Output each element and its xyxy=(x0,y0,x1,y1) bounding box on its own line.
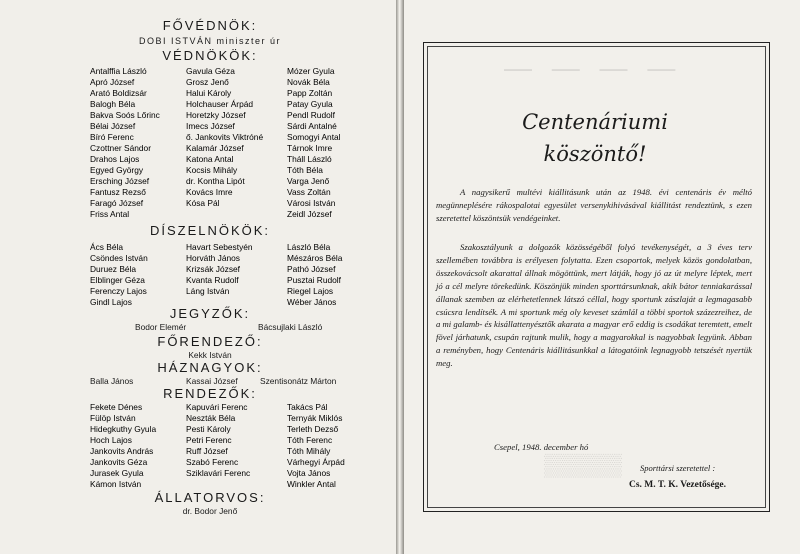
sponsor-name: Kósa Pál xyxy=(186,198,220,208)
greeting-title-line-1: Centenáriumi xyxy=(522,110,668,134)
organizer-name: Jankovits András xyxy=(90,446,154,456)
notary-name: Bodor Elemér xyxy=(135,322,187,332)
honorary-name: Riegel Lajos xyxy=(287,286,334,296)
sponsor-name: Faragó József xyxy=(90,198,144,208)
sponsor-name: Gavula Géza xyxy=(186,66,235,76)
organizer-name: Winkler Antal xyxy=(287,479,336,489)
sponsor-name: Holchauser Árpád xyxy=(186,99,254,109)
sponsor-name: Mózer Gyula xyxy=(287,66,335,76)
organizer-name: Neszták Béla xyxy=(186,413,236,423)
honorary-column-3 xyxy=(287,242,342,308)
sponsor-name: Friss Antal xyxy=(90,209,130,219)
notary-name: Bácsujlaki László xyxy=(258,322,323,332)
sponsor-name: Katona Antal xyxy=(186,154,234,164)
sponsor-name: Városi István xyxy=(287,198,336,208)
organizer-name: Kapuvári Ferenc xyxy=(186,402,248,412)
organizer-name: Ternyák Miklós xyxy=(287,413,343,423)
sponsor-name: Apró József xyxy=(90,77,135,87)
quartermaster-name: Szentisonátz Márton xyxy=(260,376,337,386)
honorary-name: Pathó József xyxy=(287,264,336,274)
sponsors-heading: VÉDNÖKÖK: xyxy=(162,48,258,63)
organizer-name: Jurasek Gyula xyxy=(90,468,144,478)
organizer-name: Ruff József xyxy=(186,446,228,456)
organizers-column-3 xyxy=(287,402,345,490)
honorary-name: Ács Béla xyxy=(90,242,124,252)
organizers-heading: RENDEZŐK: xyxy=(163,386,257,401)
sponsor-name: Horetzky József xyxy=(186,110,246,120)
sponsors-column-3 xyxy=(287,66,341,220)
honorary-presidents-heading: DÍSZELNÖKÖK: xyxy=(149,223,271,238)
sponsor-name: Antalffia László xyxy=(90,66,147,76)
quartermaster-name: Balla János xyxy=(90,376,134,386)
greeting-paragraph-2: Szakosztályunk a dolgozók közösségéből folyó tevékenységét, a 3 éves terv szellemében továbbra is erélyesen folytatta. Ezen csoportok, melyek közös gondolatban, összekovácsolt akarattal állnak mögöttünk, mert látják, hogy jó az út melyre léptek, mert jó a cél melyre törekedünk. Köszönjük minden sporttársunknak, akik bátor tenniakarással állanak szemben az elérhetetlennek látszó céllal, hogy sportunk zászlaját a legmagasabb csúcsra lendítsék. A mi sportunk még oly keveset számlál a többi sportok százezreihez, de a mi galamb- és kisállattenyésztők akarata a magyar erő eddig is csodákat teremtett, emelt fövel járhatunk, csupán rajtunk mulik, hogy a magyarokkal is nagyobbak legyünk. Abban a reményben, hogy Centenáris kiállitásunkkal a látogatóink legnagyobb tetszését nyertük meg. xyxy=(436,242,752,369)
sponsor-name: Kovács Imre xyxy=(186,187,233,197)
veterinarian-heading: ÁLLATORVOS: xyxy=(154,490,266,505)
honorary-name: Wéber János xyxy=(287,297,337,307)
sponsor-name: Fantusz Rezső xyxy=(90,187,146,197)
honorary-name: Láng István xyxy=(186,286,230,296)
organizer-name: Sziklavári Ferenc xyxy=(186,468,251,478)
sponsor-name: Papp Zoltán xyxy=(287,88,333,98)
sponsor-name: Bakva Soós Lőrinc xyxy=(90,110,160,120)
organizer-name: Terleth Dezső xyxy=(287,424,339,434)
veterinarian-name: dr. Bodor Jenő xyxy=(182,506,238,516)
chief-referee-name: Kekk István xyxy=(188,350,232,360)
organizers-column-1 xyxy=(90,402,156,490)
organizer-name: Várhegyi Árpád xyxy=(287,457,345,467)
sponsor-name: Drahos Lajos xyxy=(90,154,140,164)
greeting-paragraph-1: A nagysikerű multévi kiállitásunk után az 1948. évi centenáris év méltó megünneplésére rákospalotai egyesület versenykihivásával kiállitást rendeztünk, s ezen szeretettel köszöntsük vendégeinket. xyxy=(436,187,752,223)
sponsor-name: Balogh Béla xyxy=(90,99,136,109)
chief-patron: DOBI ISTVÁN miniszter úr xyxy=(138,36,282,46)
sponsor-name: Kocsis Mihály xyxy=(186,165,238,175)
greeting-title-line-2: köszöntő! xyxy=(543,142,647,166)
honorary-name: Pusztai Rudolf xyxy=(287,275,341,285)
sponsor-name: Bélai József xyxy=(90,121,136,131)
organizer-name: Jankovits Géza xyxy=(90,457,148,467)
honorary-name: Gindl Lajos xyxy=(90,297,132,307)
notaries-heading: JEGYZŐK: xyxy=(169,306,251,321)
honorary-name: Mészáros Béla xyxy=(287,253,343,263)
honorary-name: Csöndes István xyxy=(90,253,148,263)
sponsor-name: Arató Boldizsár xyxy=(90,88,147,98)
book-gutter xyxy=(396,0,404,554)
organizer-name: Hidegkuthy Gyula xyxy=(90,424,157,434)
bleed-through-mark: — — — — xyxy=(504,52,682,83)
date-line: Csepel, 1948. december hó xyxy=(494,442,589,452)
sponsor-name: Czottner Sándor xyxy=(90,143,151,153)
organizer-name: Vojta János xyxy=(287,468,331,478)
sponsor-name: Imecs József xyxy=(186,121,235,131)
quartermaster-name: Kassai József xyxy=(186,376,238,386)
sponsor-name: Sárdi Antalné xyxy=(287,121,337,131)
sponsor-name: Grosz Jenő xyxy=(186,77,229,87)
sponsor-name: Egyed György xyxy=(90,165,144,175)
chief-referee-heading: FŐRENDEZŐ: xyxy=(157,334,263,349)
sponsor-name: Somogyi Antal xyxy=(287,132,341,142)
sponsors-column-2 xyxy=(186,66,263,209)
sponsors-column-1 xyxy=(90,66,160,220)
organizer-name: Hoch Lajos xyxy=(90,435,132,445)
honorary-name: Kvanta Rudolf xyxy=(186,275,239,285)
organizers-column-2 xyxy=(186,402,250,479)
organizer-name: Fekete Dénes xyxy=(90,402,143,412)
sponsor-name: Patay Gyula xyxy=(287,99,333,109)
sponsor-name: Tóth Béla xyxy=(287,165,323,175)
sponsor-name: Varga Jenő xyxy=(287,176,330,186)
quartermasters-heading: HÁZNAGYOK: xyxy=(157,360,263,375)
honorary-name: László Béla xyxy=(287,242,331,252)
organizer-name: Szabó Ferenc xyxy=(186,457,239,467)
honorary-name: Elblinger Géza xyxy=(90,275,145,285)
organizer-name: Pesti Károly xyxy=(186,424,231,434)
honorary-name: Duruez Béla xyxy=(90,264,137,274)
sponsor-name: Bíró Ferenc xyxy=(90,132,134,142)
signature: Cs. M. T. K. Vezetősége. xyxy=(629,480,727,490)
bleed-through-mark: ▒▒▒▒▒ xyxy=(544,452,622,477)
organizer-name: Fülöp István xyxy=(90,413,136,423)
organizer-name: Petri Ferenc xyxy=(186,435,232,445)
organizer-name: Takács Pál xyxy=(287,402,328,412)
honorary-name: Ferenczy Lajos xyxy=(90,286,147,296)
sponsor-name: Tárnok Imre xyxy=(287,143,333,153)
sponsor-name: Kalamár József xyxy=(186,143,244,153)
organizer-name: Kámon István xyxy=(90,479,142,489)
honorary-column-2 xyxy=(186,242,253,297)
patrons-heading: FŐVÉDNÖK: xyxy=(162,18,258,33)
honorary-name: Havart Sebestyén xyxy=(186,242,253,252)
closing-line: Sporttársi szeretettel : xyxy=(640,463,716,473)
honorary-name: Krizsák József xyxy=(186,264,240,274)
sponsor-name: Novák Béla xyxy=(287,77,330,87)
organizer-name: Tóth Ferenc xyxy=(287,435,333,445)
sponsor-name: Tháll László xyxy=(287,154,332,164)
sponsor-name: Halui Károly xyxy=(186,88,232,98)
sponsor-name: Ersching József xyxy=(90,176,150,186)
sponsor-name: Vass Zoltán xyxy=(287,187,331,197)
sponsor-name: ő. Jankovits Viktróné xyxy=(186,132,264,142)
honorary-name: Horváth János xyxy=(186,253,240,263)
sponsor-name: dr. Kontha Lipót xyxy=(186,176,245,186)
honorary-column-1 xyxy=(90,242,148,308)
organizer-name: Tóth Mihály xyxy=(287,446,331,456)
left-page xyxy=(0,0,396,554)
sponsor-name: Pendl Rudolf xyxy=(287,110,335,120)
sponsor-name: Zeidl József xyxy=(287,209,332,219)
